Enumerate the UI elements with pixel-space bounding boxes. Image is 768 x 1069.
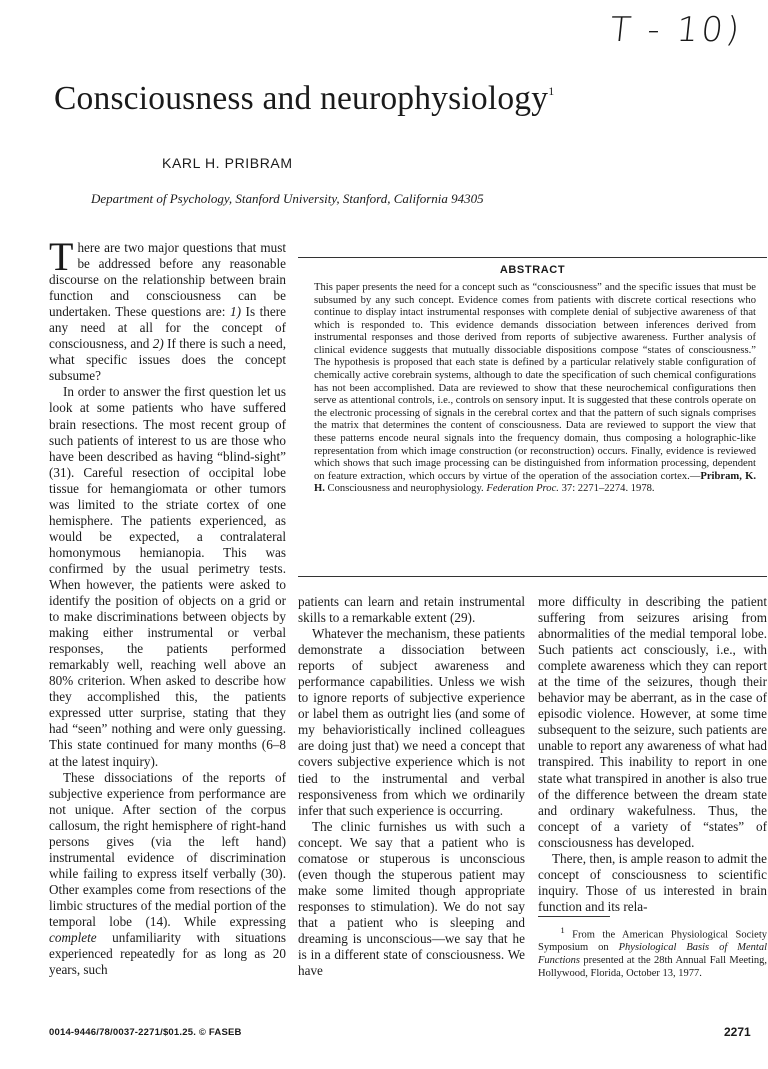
paragraph-continued: patients can learn and retain instrumental skills to a remarkable extent (29). <box>298 594 525 626</box>
page-number: 2271 <box>724 1025 751 1039</box>
abstract-box <box>298 257 767 577</box>
footnote-divider <box>538 916 610 917</box>
footnote-text: From the American Physiological Society Symposium on <box>538 929 768 954</box>
paragraph-intro <box>49 234 287 384</box>
list-marker: 2) <box>152 336 164 352</box>
author-name: KARL H. PRIBRAM <box>162 155 293 171</box>
paragraph-text: These dissociations of the reports of subjective experience from performance are not unique. After section of the corpus callosum, the right hemisphere of right-hand persons gives (via the left hand) instrumental evidence of discrimination while failing to express itself verbally (30). Other examples come from resections of the limbic structures of the medial portion of the temporal lobe (14). While expressing <box>49 769 286 929</box>
paragraph-dissociations <box>49 770 286 979</box>
publication-code: 0014-9446/78/0037-2271/$01.25. © FASEB <box>49 1027 242 1038</box>
body-column-left <box>49 234 287 978</box>
paragraph-ample-reason: There, then, is ample reason to admit the concept of consciousness to scientific inquiry. Those of us interested in brain function and its rela- <box>538 850 767 914</box>
abstract-heading: ABSTRACT <box>499 264 566 276</box>
citation-details: 37: 2271–2274. 1978. <box>561 483 655 495</box>
paper-title <box>54 80 554 118</box>
title-footnote-mark: 1 <box>548 84 555 98</box>
handwritten-annotation: T - 10) <box>607 10 745 50</box>
footnote-text: presented at the 28th Annual Fall Meeting, Hollywood, Florida, October 13, 1977. <box>538 954 767 979</box>
emphasis-text: complete <box>49 930 97 946</box>
paragraph-mechanism: Whatever the mechanism, these patients demonstrate a dissociation between reports of subject awareness and performance capabilities. Unless we wish to ignore reports of subjective experience or label them as outright lies (and some of my behavioristically inclined colleagues are doing just that) we need a concept that covers subjective experience which is not tied to the instrumental and verbal responsiveness from which we ordinarily infer that such experience is occurring. <box>298 626 525 818</box>
paragraph-clinic: The clinic furnishes us with such a concept. We say that a patient who is comatose or stuperous is unconscious (even though the stuperous patient may make some limited though appropriate responses to stimulation). We do not say that a patient who is sleeping and dreaming is unconscious—we say that he is in a different state of consciousness. We have <box>298 818 525 979</box>
paper-title-text: Consciousness and neurophysiology <box>54 80 549 117</box>
author-affiliation: Department of Psychology, Stanford University, Stanford, California 94305 <box>91 191 484 206</box>
paragraph-blind-sight: In order to answer the first question let us look at some patients who have suffered brain resections. The most recent group of such patients of interest to us are those who have been described as having “blind-sight” (31). Careful resection of occipital lobe tissue for hemangiomata or other tumors was limited to the striate cortex of one hemisphere. The patients experienced, as would be expected, a contralateral homonymous hemianopia. This was confirmed by the usual perimetry tests. When however, the patients were asked to identify the position of objects on a grid or to make discriminations between objects by making either instrumental or verbal responses, the patients performed remarkably well, reaching well above an 80% criterion. When asked to describe how they accomplished this, the patients expressed utter surprise, stating that they had “seen” nothing and were only guessing. This state continued for many months (6–8 at the latest inquiry). <box>49 384 286 769</box>
paragraph-text: Is there any need at all for the concept of consciousness, and <box>49 304 286 352</box>
drop-cap: T <box>49 234 74 279</box>
citation-journal: Federation Proc. <box>486 483 559 495</box>
paragraph-text: unfamiliarity with situations experienced repeatedly for as long as 20 years, such <box>49 930 286 978</box>
abstract-body: This paper presents the need for a concept such as “consciousness” and the specific issues that must be subsumed by any such concept. Evidence comes from patients with discrete cortical resections who continue to display intact instrumental responses with complete denial of subjective awareness of that which is responded to. This evidence demands dissociation between inferences derived from instrumental responses and those derived from reports of subjective awareness. Further analysis of clinical evidence suggests that mutually dissociable dispositions compose “states of consciousness.” The hypothesis is proposed that each state is defined by a particular relatively stable configuration of chemically active corebrain systems, although to date the specification of such chemical configurations has not been accomplished. Data are reviewed to show that these neurochemical configurations then serve as attentional controls, i.e., controls on sensory input. It is suggested that these controls operate on the electronic processing of signals in the cerebral cortex and that the pattern of such signals comprises the matrix that determines the content of consciousness. Data are reviewed to support the view that these patterns encode neural signals into the frequency domain, thus composing a holographic-like representation from which image construction (or reconstruction) occurs. Finally, evidence is reviewed which shows that such image processing can be distinguished from information processing, dependent on feature extraction, which occurs by virtue of the operation of the association cortex. <box>314 282 756 482</box>
body-column-middle <box>298 594 525 979</box>
list-marker: 1) <box>229 304 241 320</box>
footnote <box>538 924 767 980</box>
footnote-emphasis: Physiological Basis of Mental Functions <box>538 942 767 966</box>
body-column-right <box>538 594 767 915</box>
footnote-mark: 1 <box>560 925 565 935</box>
citation-author: Pribram, K. H. <box>314 470 756 495</box>
paragraph-text: here are two major questions that must be addressed before any reasonable discourse on the relationship between brain function and consciousness can be undertaken. These questions are: <box>49 240 286 320</box>
citation-title: Consciousness and neurophysiology. <box>327 483 484 495</box>
paragraph-temporal-lobe: more difficulty in describing the patient suffering from seizures arising from abnormalities of the medial temporal lobe. Such patients act consciously, i.e., with complete awareness which they can report at the time of the seizures, though their behavior may be aberrant, as in the case of episodic violence. However, at some time subsequent to the seizure, such patients are unable to report any awareness of what had transpired. This inability to report in one state what transpired in another is also true of the difference between the dream state and ordinary wakefulness. Thus, the concept of a variety of “states” of consciousness has developed. <box>538 594 767 850</box>
paragraph-text: If there is such a need, what specific issues does the concept subsume? <box>49 336 287 384</box>
abstract-text: This paper presents the need for a concept such as “consciousness” and the specific issues that must be subsumed by any such concept. Evidence comes from patients with discrete cortical resections who continue to display intact instrumental responses with complete denial of subjective awareness of that which is responded to. This evidence demands dissociation between inferences derived from instrumental responses and those derived from reports of subjective awareness. Further analysis of clinical evidence suggests that mutually dissociable dispositions compose “states of consciousness.” The hypothesis is proposed that each state is defined by a particular relatively stable configuration of chemically active corebrain systems, although to date the specification of such chemical configurations has not been accomplished. Data are reviewed to show that these neurochemical configurations then serve as attentional controls, i.e., controls on sensory input. It is suggested that these controls operate on the electronic processing of signals in the cerebral cortex and that the pattern of such signals comprises the matrix that determines the content of consciousness. Data are reviewed to support the view that these patterns encode neural signals into the frequency domain, thus composing a holographic-like representation from which image construction (or reconstruction) occurs. Finally, evidence is reviewed which shows that such image processing can be distinguished from information processing, dependent on feature extraction, which occurs by virtue of the operation of the association cortex.—Pribram, K. H. Consciousness and neurophysiology. Federation Proc. 37: 2271–2274. 1978. <box>314 282 756 495</box>
